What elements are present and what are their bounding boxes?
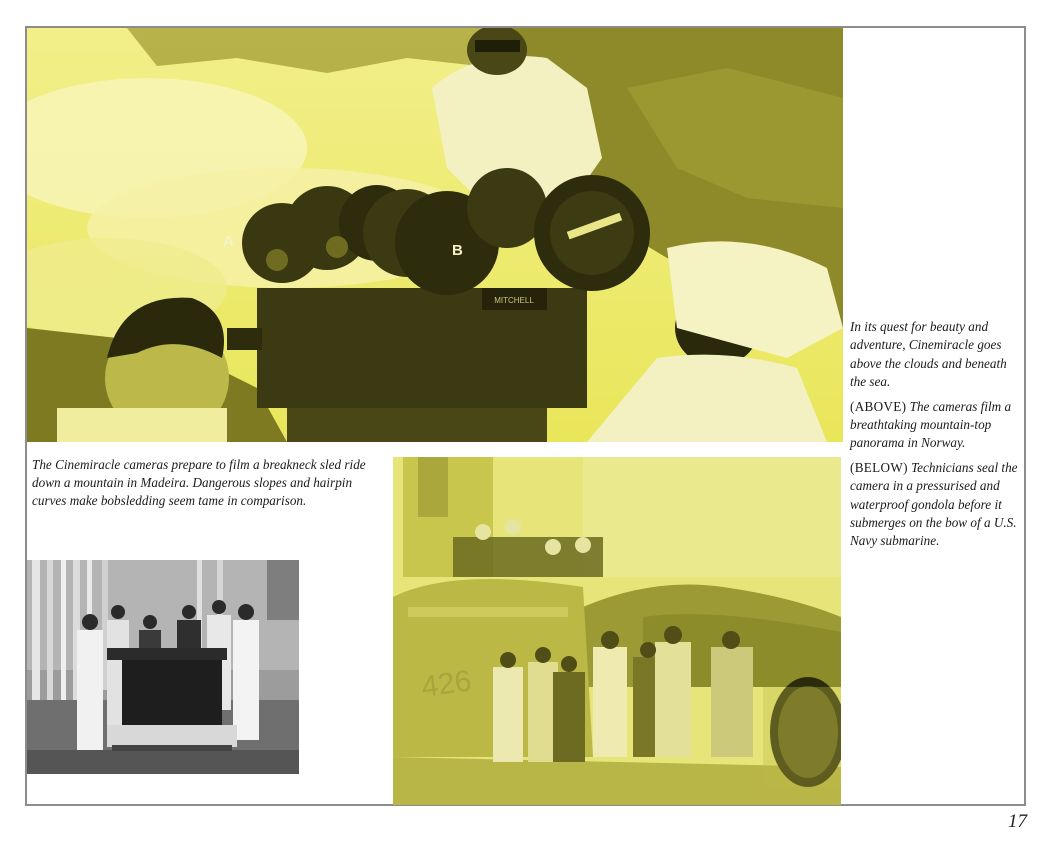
above-caption-text: The cameras film a breathtaking mountain-top panorama in Norway. xyxy=(850,398,1012,451)
side-caption-column xyxy=(850,318,1018,557)
below-caption xyxy=(850,459,1018,551)
below-tag: (BELOW) xyxy=(850,459,908,475)
bobsled-camera-photo xyxy=(27,560,299,774)
above-caption xyxy=(850,398,1018,453)
camera-label-b: B xyxy=(452,242,463,259)
below-caption-text: Technicians seal the camera in a pressurised and waterproof gondola before it submerges on the bow of a U.S. Navy submarine. xyxy=(850,459,1018,549)
intro-caption: In its quest for beauty and adventure, Cinemiracle goes above the clouds and beneath the sea. xyxy=(850,319,1007,390)
submarine-deck-photo xyxy=(393,457,841,805)
brand-plate: MITCHELL xyxy=(494,296,534,305)
bobsled-caption: The Cinemiracle cameras prepare to film a breakneck sled ride down a mountain in Madeira. Dangerous slopes and hairpin curves make bobsledding seem tame in comparison. xyxy=(32,457,366,508)
hull-number: 426 xyxy=(419,664,474,704)
camera-label-a: A xyxy=(223,233,234,250)
above-tag: (ABOVE) xyxy=(850,398,907,414)
page-number: 17 xyxy=(1008,811,1027,832)
mountain-camera-crew-photo xyxy=(27,28,843,442)
